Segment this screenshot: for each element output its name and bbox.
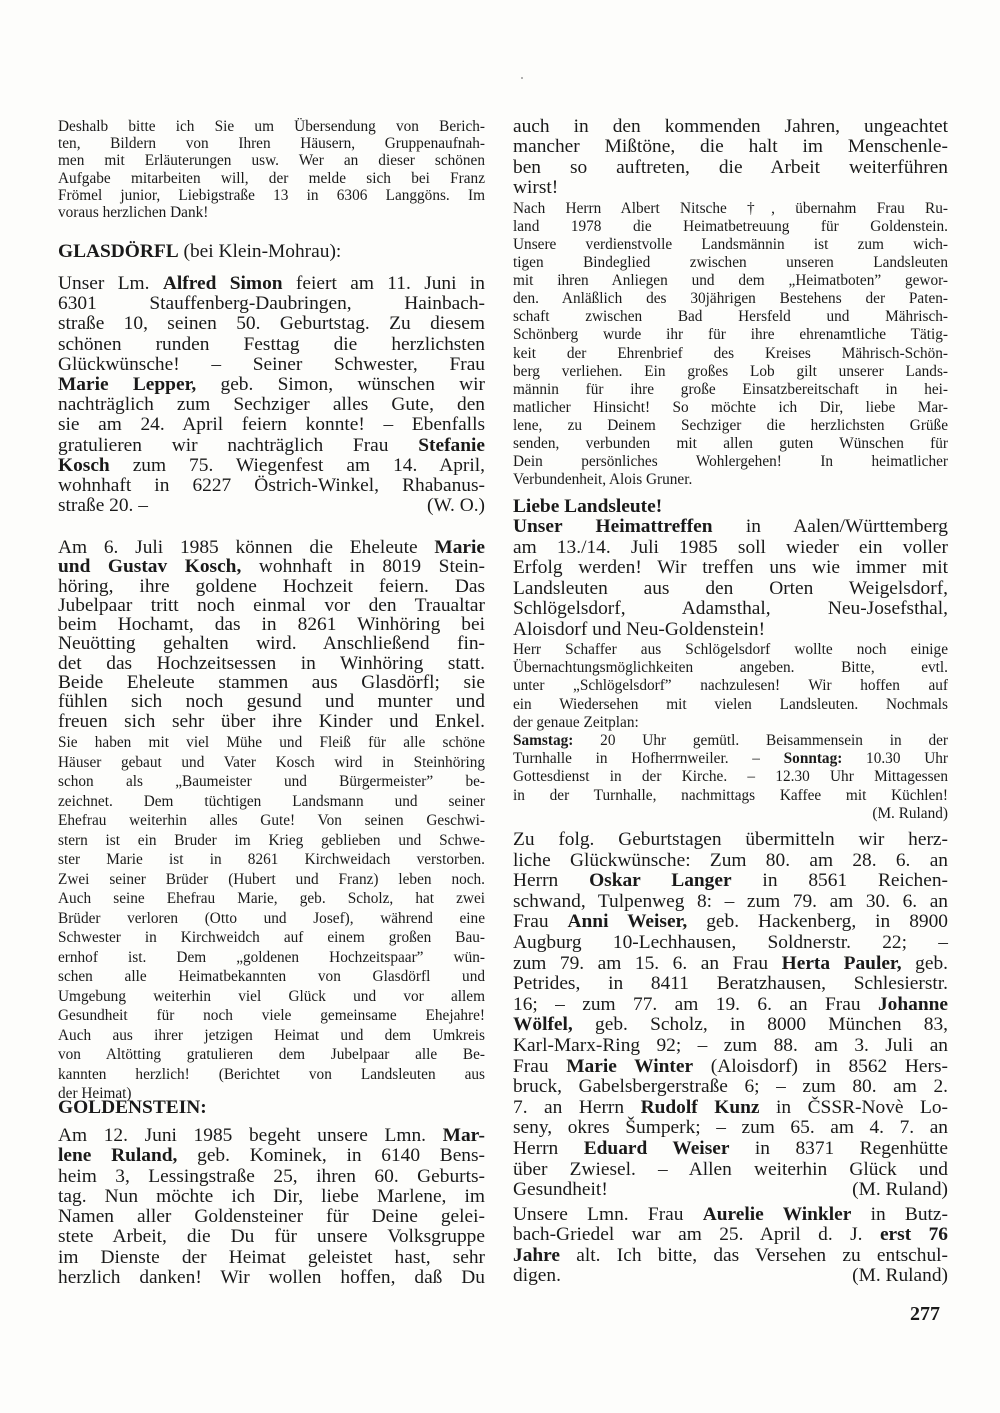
text-segment: 7. an Herrn — [513, 1096, 641, 1118]
text-segment: Nach Herrn Albert Nitsche †, übernahm Frau Ru- — [513, 200, 948, 217]
birthday-list — [513, 830, 948, 1201]
text-line — [58, 1227, 485, 1247]
bold-name: Wölfel, — [513, 1014, 573, 1036]
text-segment: tigen Bindeglied zwischen unseren Landsleuten — [513, 254, 948, 272]
text-segment: Gottesdienst in der Kirche. – 12.30 Uhr Mittagessen — [513, 768, 948, 786]
text-line — [513, 158, 948, 178]
text-line — [58, 889, 485, 909]
text-segment: digen. — [513, 1265, 561, 1287]
text-segment: beim Hochamt, das in 8261 Winhöring bei — [58, 614, 485, 636]
text-line — [513, 599, 948, 620]
text-segment: Deshalb bitte ich Sie um Übersendung von Berich- — [58, 118, 485, 135]
text-segment: 10.30 Uhr — [842, 750, 948, 768]
text-segment: ben so auftreten, die Arbeit weiterführen — [513, 156, 948, 178]
goldenstein-continued — [513, 117, 948, 198]
text-line — [58, 170, 485, 187]
text-line — [58, 415, 485, 435]
text-segment: berg verliehen. Ein großes Lob gilt unserer Lands- — [513, 362, 948, 380]
text-segment: Häuser gebaut und Vater Kosch wird in Steinhöring — [58, 753, 485, 771]
text-segment: heim 3, Lessingstraße 25, ihren 60. Geburts- — [58, 1165, 485, 1187]
text-line — [513, 1118, 948, 1139]
text-line — [58, 152, 485, 169]
text-segment: im Dienste der Heimat geleistet hast, sehr — [58, 1246, 485, 1268]
text-segment: bach-Griedel war am 25. April d. J. — [513, 1224, 880, 1246]
golden-wedding-details — [58, 733, 485, 1104]
text-segment: zeichnet. Dem tüchtigen Landsmann und seiner — [58, 792, 485, 810]
text-segment: geb. Kominek, in 6140 Bens- — [177, 1145, 485, 1167]
text-line — [513, 254, 948, 272]
text-line — [58, 792, 485, 812]
text-segment: unter „Schlögelsdorf” nachzulesen! Wir hoffen auf — [513, 677, 948, 695]
text-line — [58, 673, 485, 692]
text-segment: sie am 24. April feiern konnte! – Ebenfalls — [58, 414, 485, 436]
bold-name: GOLDENSTEIN: — [58, 1097, 207, 1118]
text-line — [513, 236, 948, 254]
text-segment: wohnhaft in 6227 Östrich-Winkel, Rhabanus- — [58, 475, 485, 497]
text-segment: schen alle Heimatbekannten von Glasdörfl und — [58, 968, 485, 985]
bold-name: Anni Weiser, — [567, 911, 688, 933]
text-line — [513, 659, 948, 677]
text-line — [513, 1180, 948, 1201]
text-line — [513, 1077, 948, 1098]
golden-wedding — [58, 538, 485, 731]
text-segment: senden, verbunden mit allen guten Wünschen für — [513, 434, 948, 452]
text-line — [58, 436, 485, 456]
text-line — [58, 909, 485, 929]
text-segment: Frömel junior, Liebigstraße 13 in 6306 Langgöns. Im — [58, 186, 485, 204]
bold-name: Rudolf Kunz — [640, 1096, 760, 1118]
text-line — [58, 1006, 485, 1026]
text-segment: männin für ihre große Einsatzbereitschaft in hei- — [513, 380, 948, 398]
text-segment: zum 79. am 15. 6. an Frau — [513, 952, 782, 974]
text-segment: Auch aus ihrer jetzigen Heimat und dem Umkreis — [58, 1026, 485, 1044]
text-line — [513, 1205, 948, 1225]
text-line — [513, 1139, 948, 1160]
text-line — [58, 476, 485, 496]
text-segment: Übernachtungsmöglichkeiten angeben. Bitte, evtl. — [513, 659, 948, 677]
text-segment: freuen sich sehr über ihre Kinder und Enkel. — [58, 710, 485, 732]
text-line — [58, 753, 485, 773]
text-segment: Jubelpaar tritt noch einmal vor den Traualtar — [58, 594, 485, 616]
glasdoerfl-birthdays — [58, 274, 485, 516]
text-segment: straße 10, seinen 50. Geburtstag. Zu diesem — [58, 313, 485, 335]
text-line — [58, 1065, 485, 1085]
text-segment: Neuötting gehalten wird. Anschließend fin- — [58, 633, 485, 655]
text-segment: Gesundheit für noch viele gemeinsame Ehejahre! — [58, 1007, 485, 1024]
text-line — [513, 641, 948, 659]
text-segment: über Zwiesel. – Allen weiterhin Glück und — [513, 1158, 948, 1180]
text-segment: tag. Nun möchte ich Dir, liebe Marlene, im — [58, 1185, 485, 1207]
text-line — [513, 714, 948, 732]
text-segment: (bei Klein-Mohrau): — [178, 241, 342, 262]
text-segment: det das Hochzeitsessen in Winhöring statt. — [58, 652, 485, 674]
bold-name: erst 76 — [879, 1224, 948, 1246]
text-line — [58, 294, 485, 314]
text-line — [513, 787, 948, 805]
author-credit: (M. Ruland) — [852, 1265, 948, 1287]
text-segment: fühlen sich noch gesund und munter und — [58, 691, 485, 713]
text-line — [58, 577, 485, 596]
text-segment: gratulieren wir nachträglich Frau — [58, 434, 419, 456]
text-line — [58, 335, 485, 355]
text-segment: kannten herzlich! (Berichtet von Landsleuten aus — [58, 1065, 485, 1083]
text-line — [513, 558, 948, 579]
bold-name: Samstag: — [513, 732, 574, 749]
text-line — [58, 557, 485, 576]
bold-name: Eduard Weiser — [583, 1137, 730, 1159]
text-segment: Gesundheit! — [513, 1179, 608, 1201]
text-line — [58, 712, 485, 731]
text-line — [58, 831, 485, 851]
text-line — [58, 772, 485, 792]
text-line — [58, 1045, 485, 1065]
text-segment: Zu folg. Geburtstagen übermitteln wir herz- — [513, 829, 948, 850]
text-segment: Schönberg wurde ihr für ihre ehrenamtliche Tätig- — [513, 326, 948, 344]
text-line — [513, 1225, 948, 1245]
text-segment: Aufgabe mitarbeiten will, der melde sich bei Franz — [58, 169, 485, 187]
text-line — [58, 1187, 485, 1207]
text-line — [58, 928, 485, 948]
text-line — [513, 750, 948, 768]
text-segment: alt. Ich bitte, das Versehen zu entschul- — [560, 1244, 948, 1266]
text-segment: Schwester in Kirchweidch auf einem großen Bau- — [58, 929, 485, 946]
text-segment: lene, zu Deinem Sechziger die herzlichsten Grüße — [513, 416, 948, 434]
text-line — [58, 1126, 485, 1146]
author-credit: (W. O.) — [427, 495, 485, 517]
text-line — [58, 395, 485, 415]
text-segment: bruck, Gabelsbergerstraße 6; – zum 80. am 2. — [513, 1076, 948, 1098]
text-line — [58, 634, 485, 653]
text-segment: von Altötting gratulieren dem Jubelpaar alle Be- — [58, 1046, 485, 1063]
text-segment: in 8371 Regenhütte — [729, 1137, 948, 1159]
correction-note — [513, 1205, 948, 1287]
text-line — [58, 204, 485, 221]
scan-speck — [521, 77, 523, 79]
intro-paragraph — [58, 118, 485, 221]
text-segment: geb. Scholz, in 8000 München 83, — [572, 1014, 948, 1036]
text-segment: Auch seine Ehefrau Marie, geb. Scholz, hat zwei — [58, 890, 485, 907]
text-segment: der Heimat) — [58, 1085, 132, 1102]
text-segment: Brüder verloren (Otto und Josef), während eine — [58, 909, 485, 927]
bold-name: lene Ruland, — [58, 1145, 178, 1167]
text-line — [513, 974, 948, 995]
bold-name: GLASDÖRFL — [58, 241, 179, 262]
text-segment: geb. Simon, wünschen wir — [196, 374, 485, 396]
text-line — [58, 1097, 485, 1119]
text-line — [58, 1026, 485, 1046]
text-line — [58, 870, 485, 890]
bold-name: Alfred Simon — [162, 273, 283, 294]
text-line — [58, 1167, 485, 1187]
text-segment: 16; – zum 77. am 19. 6. an Frau — [513, 993, 878, 1015]
bold-name: Aurelie Winkler — [702, 1204, 852, 1225]
text-line — [513, 696, 948, 714]
text-line — [58, 496, 485, 516]
text-line — [513, 290, 948, 308]
text-segment: nachträglich zum Sechziger alles Gute, den — [58, 394, 485, 416]
text-line — [58, 850, 485, 870]
text-line — [58, 538, 485, 557]
text-line — [513, 381, 948, 399]
text-segment: mit ihren Anliegen und dem „Heimatboten” gewor- — [513, 272, 948, 290]
text-segment: geb. — [901, 952, 948, 974]
page-number: 277 — [910, 1303, 940, 1325]
text-segment: der genaue Zeitplan: — [513, 713, 639, 731]
text-segment: stern ist ein Bruder im Krieg geblieben und Schwe- — [58, 831, 485, 849]
text-segment: (Aloisdorf) in 8562 Hers- — [693, 1055, 948, 1077]
text-line — [513, 732, 948, 750]
text-segment: Beide Eheleute stammen aus Glasdörfl; sie — [58, 672, 485, 694]
text-segment: Turnhalle in Hofherrnweiler. – — [513, 750, 784, 768]
text-line — [513, 830, 948, 851]
bold-name: Oskar Langer — [589, 870, 732, 892]
text-segment: Zwei seiner Brüder (Hubert und Franz) leben noch. — [58, 870, 485, 888]
text-line — [58, 456, 485, 476]
text-line — [513, 805, 948, 823]
text-segment: ein Wiedersehen mit vielen Landsleuten. Nochmals — [513, 695, 948, 713]
text-segment: Verbundenheit, Alois Gruner. — [513, 470, 693, 488]
bold-name: Sonntag: — [783, 750, 843, 768]
text-line — [513, 1266, 948, 1286]
text-line — [513, 851, 948, 872]
text-segment: Umgebung weiterhin viel Glück und vor allem — [58, 987, 485, 1005]
text-segment: in Aalen/Württemberg — [712, 516, 948, 537]
text-segment: Namen aller Goldensteiner für Deine gelei- — [58, 1206, 485, 1228]
text-line — [513, 117, 948, 137]
text-line — [513, 1246, 948, 1266]
text-segment: auch in den kommenden Jahren, ungeachtet — [513, 116, 948, 137]
text-line — [58, 596, 485, 615]
bold-name: Jahre — [513, 1244, 561, 1266]
text-line — [58, 1146, 485, 1166]
text-line — [513, 995, 948, 1016]
text-segment: in 8561 Reichen- — [731, 870, 948, 892]
text-segment: liche Glückwünsche: Zum 80. am 28. 6. an — [513, 849, 948, 871]
text-segment: Karl-Marx-Ring 92; – zum 88. am 3. Juli an — [513, 1034, 948, 1056]
text-line — [513, 1057, 948, 1078]
text-line — [58, 967, 485, 987]
text-segment: Ehefrau weiterhin alles Gute! Von seinen Geschwi- — [58, 812, 485, 829]
text-segment: schon als „Baumeister und Bürgermeister” be- — [58, 773, 485, 790]
text-line — [58, 118, 485, 135]
text-segment: Petrides, in 8411 Beratzhausen, Schlesierstr. — [513, 973, 948, 995]
text-segment: Frau — [513, 1055, 567, 1077]
text-line — [513, 218, 948, 236]
text-segment: Sie haben mit viel Mühe und Fleiß für alle schöne — [58, 734, 485, 751]
text-line — [513, 471, 948, 489]
text-line — [58, 187, 485, 204]
schedule — [513, 732, 948, 823]
text-line — [513, 1015, 948, 1036]
text-segment: geb. Hackenberg, in 8900 — [687, 911, 948, 933]
author-credit: (M. Ruland) — [852, 1179, 948, 1201]
text-line — [58, 733, 485, 753]
bold-name: Liebe Landsleute! — [513, 496, 663, 517]
text-line — [513, 272, 948, 290]
text-segment: seny, okres Šumperk; – zum 65. am 4. 7. an — [513, 1117, 948, 1139]
text-segment: men mit Erläuterungen usw. Wer an dieser schönen — [58, 152, 485, 170]
text-line — [58, 692, 485, 711]
text-segment: Am 6. Juli 1985 können die Eheleute — [58, 537, 435, 558]
ruland-honour — [513, 200, 948, 489]
text-line — [513, 517, 948, 538]
text-line — [58, 615, 485, 634]
text-segment: ernhof ist. Dem „goldenen Hochzeitspaar” wün- — [58, 948, 485, 966]
text-segment: ster Marie ist in 8261 Kirchweidach verstorben. — [58, 851, 485, 868]
bold-name: Unser Heimattreffen — [513, 516, 713, 537]
accommodation-note — [513, 641, 948, 732]
text-segment: Unsere Lmn. Frau — [513, 1204, 703, 1225]
text-segment: mancher Mißtöne, die halt im Menschenle- — [513, 136, 948, 158]
text-segment: in der Turnhalle, nachmittags Kaffee mit Küchlen! — [513, 786, 948, 804]
text-segment: Unsere verdienstvolle Landsmännin ist zum wich- — [513, 236, 948, 254]
author-credit: (M. Ruland) — [872, 804, 948, 822]
heimattreffen — [513, 517, 948, 641]
text-segment: Erfolg werden! Wir treffen uns wie immer mit — [513, 557, 948, 579]
text-segment: Frau — [513, 911, 568, 933]
text-segment: Schlögelsdorf, Adamsthal, Neu-Josefsthal, — [513, 598, 948, 620]
text-segment: höring, ihre goldene Hochzeit feiern. Das — [58, 575, 485, 597]
text-segment: ten, Bildern von Ihren Häusern, Gruppenaufnah- — [58, 135, 485, 153]
text-segment: Herrn — [513, 1137, 584, 1159]
text-line — [513, 912, 948, 933]
text-segment: 6301 Stauffenberg-Daubringen, Hainbach- — [58, 293, 485, 315]
text-segment: wohnhaft in 8019 Stein- — [241, 556, 485, 578]
text-segment: Herr Schaffer aus Schlögelsdorf wollte noch einige — [513, 641, 948, 658]
text-segment: Am 12. Juni 1985 begeht unsere Lmn. — [58, 1125, 443, 1146]
text-segment: den. Anläßlich des 30jährigen Bestehens der Paten- — [513, 290, 948, 308]
text-line — [513, 326, 948, 344]
text-line — [58, 241, 485, 263]
text-line — [58, 135, 485, 152]
text-segment: in ČSSR-Novè Lo- — [759, 1096, 949, 1118]
text-segment: am 13./14. Juli 1985 soll wieder ein voller — [513, 536, 948, 558]
text-line — [513, 892, 948, 913]
text-line — [513, 399, 948, 417]
text-segment: Unser Lm. — [58, 273, 163, 294]
text-line — [513, 308, 948, 326]
text-line — [513, 137, 948, 157]
text-line — [513, 933, 948, 954]
text-segment: Aloisdorf und Neu-Goldenstein! — [513, 618, 766, 640]
text-line — [58, 987, 485, 1007]
text-line — [58, 1207, 485, 1227]
text-segment: stete Arbeit, die Du für unsere Volksgruppe — [58, 1226, 485, 1248]
text-segment: wirst! — [513, 176, 559, 198]
bold-name: Johanne — [877, 993, 948, 1015]
bold-name: und Gustav Kosch, — [58, 556, 242, 578]
text-segment: land 1978 die Heimatbetreuung für Goldenstein. — [513, 218, 948, 236]
text-segment: schaft zwischen Bad Hersfeld und Mährisch- — [513, 308, 948, 326]
text-line — [513, 1036, 948, 1057]
heading-glasdoerfl — [58, 241, 485, 263]
goldenstein-birthday — [58, 1126, 485, 1288]
text-line — [58, 355, 485, 375]
heading-liebe-landsleute — [513, 496, 948, 518]
bold-name: Marie — [434, 537, 485, 558]
text-segment: in Butz- — [851, 1204, 948, 1225]
text-line — [513, 363, 948, 381]
text-line — [58, 948, 485, 968]
text-line — [513, 345, 948, 363]
text-segment: matlicher Hinsicht! So möchte ich Dir, liebe Mar- — [513, 398, 948, 416]
text-line — [513, 417, 948, 435]
text-segment: feiert am 11. Juni in — [282, 273, 485, 294]
text-segment: schönen runden Festtag die herzlichsten — [58, 333, 485, 355]
text-line — [58, 654, 485, 673]
text-line — [58, 314, 485, 334]
text-segment: Dein persönliches Wohlergehen! In heimatlicher — [513, 452, 948, 470]
text-segment: Glückwünsche! – Seiner Schwester, Frau — [58, 353, 485, 375]
text-line — [513, 435, 948, 453]
text-segment: 20 Uhr gemütl. Beisammensein in der — [573, 732, 948, 749]
text-segment: voraus herzlichen Dank! — [58, 204, 209, 222]
text-line — [513, 453, 948, 471]
text-segment: keit der Ehrenbrief des Kreises Mährisch-Schön- — [513, 344, 948, 362]
text-line — [58, 1248, 485, 1268]
text-line — [58, 375, 485, 395]
text-line — [513, 579, 948, 600]
text-line — [513, 538, 948, 559]
bold-name: Herta Pauler, — [781, 952, 902, 974]
text-segment: schwand, Tulpenweg 8: – zum 79. am 30. 6. an — [513, 890, 948, 912]
text-line — [513, 954, 948, 975]
bold-name: Marie Winter — [566, 1055, 694, 1077]
text-line — [58, 274, 485, 294]
bold-name: Marie Lepper, — [58, 374, 197, 396]
text-line — [513, 677, 948, 695]
bold-name: Stefanie — [418, 434, 485, 456]
text-line — [513, 1160, 948, 1181]
bold-name: Kosch — [58, 454, 110, 476]
text-line — [58, 1268, 485, 1288]
bold-name: Mar- — [442, 1125, 485, 1146]
text-line — [58, 811, 485, 831]
heading-goldenstein — [58, 1097, 485, 1119]
text-segment: Herrn — [513, 870, 590, 892]
text-line — [513, 200, 948, 218]
text-line — [513, 1098, 948, 1119]
text-line — [513, 178, 948, 198]
text-segment: zum 75. Wiegenfest am 14. April, — [109, 454, 485, 476]
text-line — [513, 768, 948, 786]
text-line — [513, 496, 948, 518]
text-segment: Landsleuten aus den Orten Weigelsdorf, — [513, 577, 948, 599]
text-segment: straße 20. – — [58, 495, 148, 517]
text-segment: herzlich danken! Wir wollen hoffen, daß Du — [58, 1267, 485, 1289]
text-line — [513, 871, 948, 892]
text-segment: Augburg 10-Lechhausen, Soldnerstr. 22; – — [513, 931, 948, 953]
text-line — [513, 620, 948, 641]
